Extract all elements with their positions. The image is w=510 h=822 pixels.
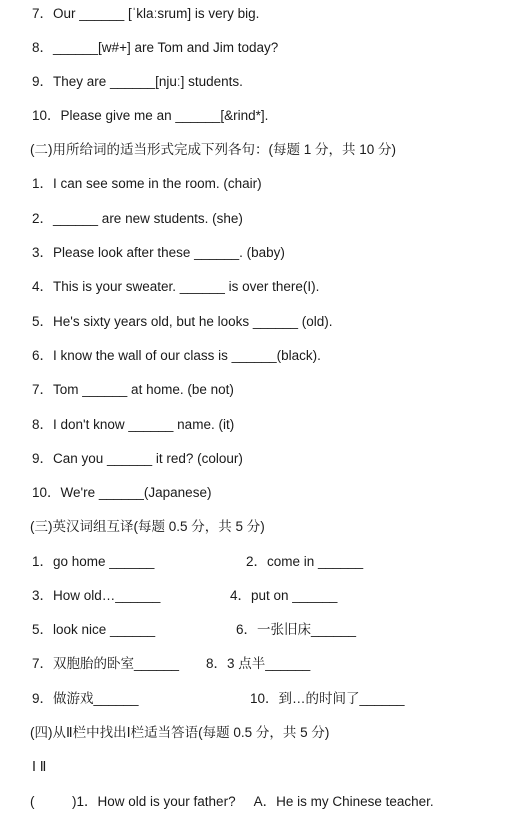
question-line: 3．Please look after these ______. (baby) [32,245,285,260]
section-heading: (二)用所给词的适当形式完成下列各句：(每题 1 分，共 10 分) [30,142,397,157]
question-line: 2．______ are new students. (she) [32,211,243,226]
matching-item: ( )1．How old is your father? A．He is my Chinese teacher. [30,794,434,809]
phrase-item: 8．3 点半______ [206,656,311,671]
question-line: 10．We're ______(Japanese) [32,485,212,500]
phrase-item: 6．一张旧床______ [236,622,357,637]
question-line: 9．Can you ______ it red? (colour) [32,451,243,466]
phrase-item: 2．come in ______ [246,554,364,569]
question-line: 6．I know the wall of our class is ______(black). [32,348,321,363]
question-line: 8．I don't know ______ name. (it) [32,417,235,432]
section-heading: (三)英汉词组互译(每题 0.5 分，共 5 分) [30,519,265,534]
question-line: 5．He's sixty years old, but he looks ______ (old). [32,314,333,329]
question-line: 4．This is your sweater. ______ is over there(I). [32,279,320,294]
question-line: 7．Our ______ [ˈklaːsrum] is very big. [32,6,260,21]
phrase-item: 1．go home ______ [32,554,155,569]
phrase-item: 5．look nice ______ [32,622,156,637]
question-line: 9．They are ______[njuː] students. [32,74,243,89]
phrase-item: 7．双胞胎的卧室______ [32,656,180,671]
question-line: 7．Tom ______ at home. (be not) [32,382,234,397]
phrase-item: 4．put on ______ [230,588,338,603]
phrase-item: 9．做游戏______ [32,691,139,706]
question-line: 10．Please give me an ______[&rind*]. [32,108,269,123]
column-headers: Ⅰ Ⅱ [32,759,47,774]
question-line: 8．______[w#+] are Tom and Jim today? [32,40,279,55]
section-heading: (四)从Ⅱ栏中找出Ⅰ栏适当答语(每题 0.5 分，共 5 分) [30,725,330,740]
phrase-item: 3．How old…______ [32,588,161,603]
phrase-item: 10．到…的时间了______ [250,691,405,706]
question-line: 1．I can see some in the room. (chair) [32,176,262,191]
